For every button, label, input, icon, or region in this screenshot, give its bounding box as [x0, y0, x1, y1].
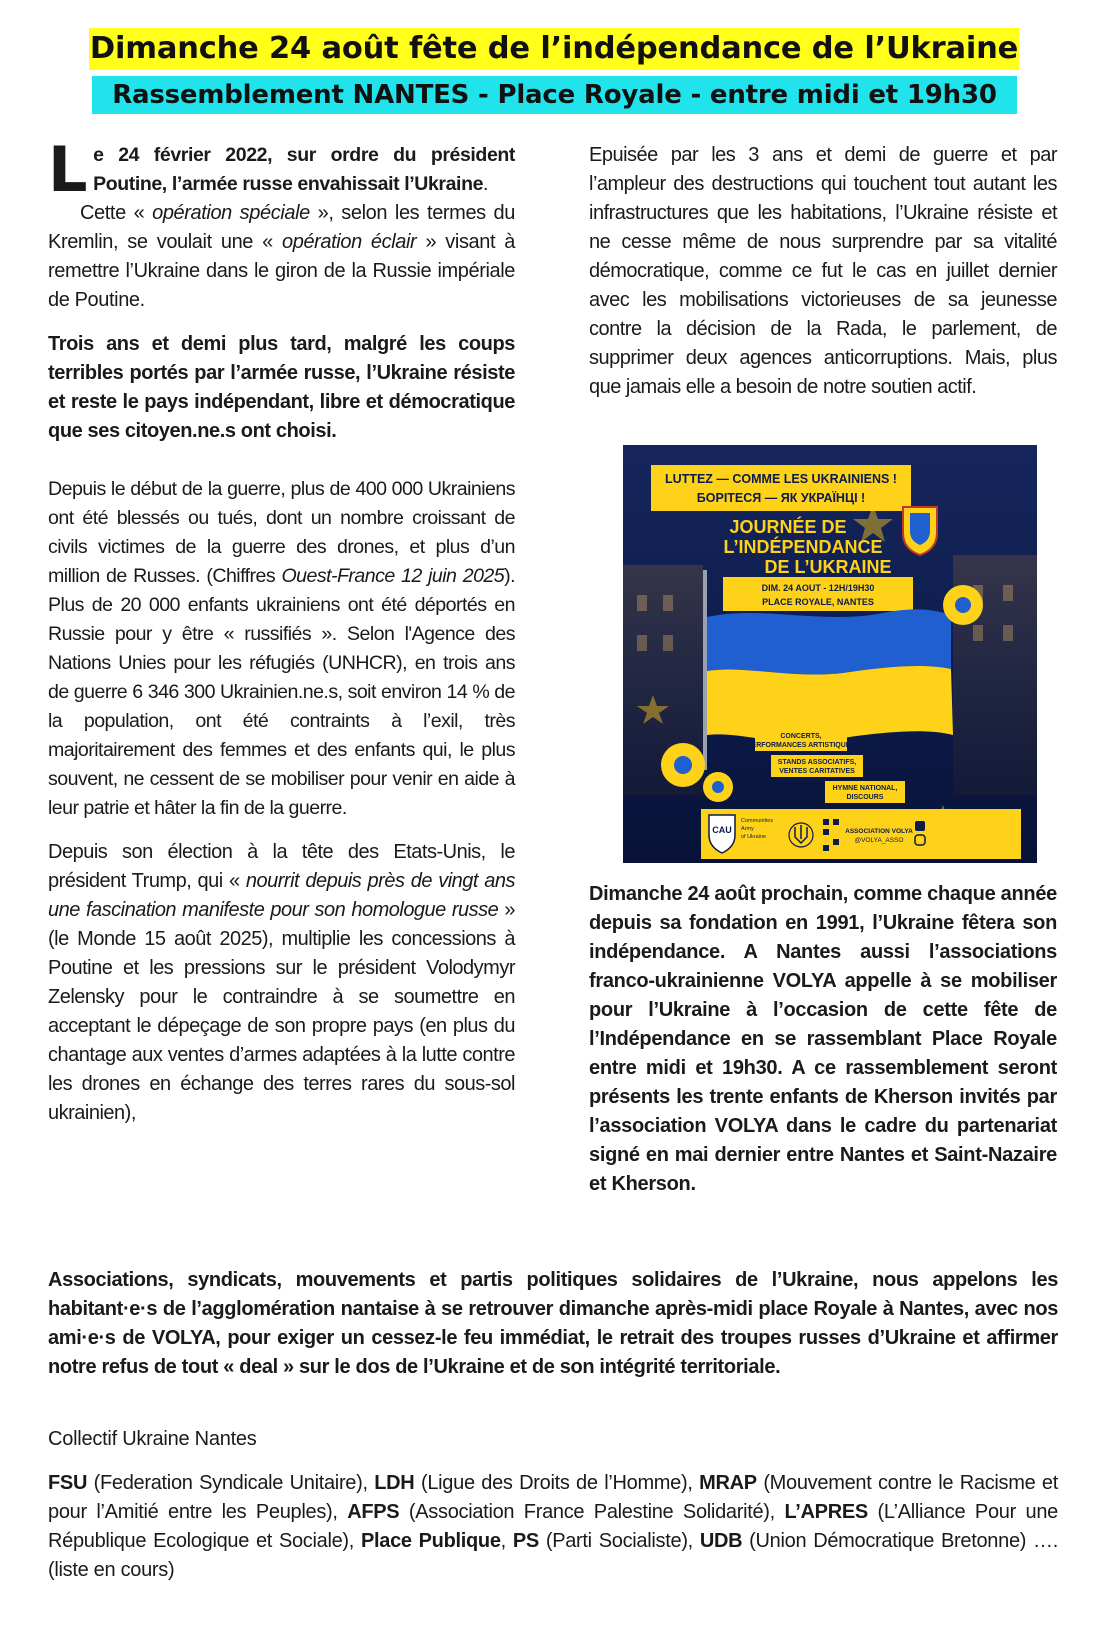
headline-banner [89, 28, 1019, 70]
page-subtitle: Rassemblement NANTES - Place Royale - entre midi et 19h30 [112, 80, 997, 110]
ukraine-flag [707, 609, 953, 742]
italic-run: Ouest-France 12 juin 2025 [281, 565, 505, 587]
cau-logo-text: CAU [712, 825, 732, 835]
left-column [48, 133, 516, 1128]
member-fullname: (Parti Socialiste), [538, 1530, 700, 1552]
tag-stands-line2: VENTES CARITATIVES [779, 768, 855, 775]
poster-title-line3: DE L’UKRAINE [764, 557, 892, 577]
operation-paragraph [48, 199, 515, 315]
member-abbr: LDH [374, 1472, 415, 1494]
assoc-handle: @VOLYA_ASSO [854, 837, 904, 844]
intro-dot: . [483, 173, 489, 195]
slogan-ukrainian: БОРІТЕСЯ — ЯК УКРАЇНЦІ ! [696, 491, 866, 505]
event-place: PLACE ROYALE, NANTES [762, 597, 874, 607]
text-run: Depuis le début de la guerre, plus de 400 000 Ukrainiens ont été blessés ou tués, dont un nombre croissant de civils victimes de la guerre des drones, et plus d’un million de Russes. (Chiffres [48, 478, 515, 587]
coat-of-arms-icon [903, 507, 937, 555]
poster-title-line1: JOURNÉE DE [729, 517, 847, 537]
text-run: Depuis son élection à la tête des Etats-Unis, le président Trump, qui « [48, 841, 515, 892]
bottom-section [48, 1266, 1058, 1585]
slogan-french: LUTTEZ — COMME LES UKRAINIENS ! [665, 472, 897, 486]
text-run: ). Plus de 20 000 enfants ukrainiens ont été déportés en Russie pour y être « russifiés ». Selon l'Agence des Nations Unies pour les réfugiés (UNHCR), en trois ans de guerre 6 346 300 Ukrainien.ne.s, soit environ 14 % de la population, ont été contraints à l’exil, très majoritairement des femmes et des enfants qui, le plus souvent, ne cessent de se mobiliser pour venir en aide à leur patrie et hâter la fin de la guerre. [48, 565, 516, 819]
event-date: DIM. 24 AOUT - 12H/19H30 [761, 583, 875, 593]
member-abbr: FSU [48, 1472, 88, 1494]
page-title: Dimanche 24 août fête de l’indépendance de l’Ukraine [89, 31, 1019, 66]
member-fullname: (L’Alliance Pour une République Ecologique et Sociale), [48, 1501, 1058, 1552]
member-abbr: L’APRES [784, 1501, 868, 1523]
intro-bold-text: e 24 février 2022, sur ordre du président Poutine, l’armée russe envahissait l’Ukraine [93, 144, 515, 195]
text-run: » (le Monde 15 août 2025), multiplie les concessions à Poutine et les pressions sur le président Volodymyr Zelensky pour le contraindre à se soumettre en acceptant le dépeçage de son propre pays (en plus du chantage aux ventes d’armes adaptées à la lutte contre les drones en échange des terres rares du sous-sol ukrainien), [48, 899, 515, 1124]
facebook-icon [915, 821, 925, 831]
casualties-paragraph [48, 475, 515, 823]
drop-cap: L [48, 133, 88, 206]
tag-anthem-line1: HYMNE NATIONAL, [832, 785, 898, 792]
right-column-top [589, 141, 1057, 402]
event-poster [623, 445, 1037, 863]
member-organizations [48, 1469, 1058, 1585]
subheadline-banner [92, 76, 1017, 114]
text-run: Cette « [80, 202, 153, 224]
right-column-bottom [589, 880, 1057, 1199]
trump-paragraph [48, 838, 515, 1128]
member-abbr: Place Publique [360, 1530, 501, 1552]
logo-caption: Army [741, 826, 754, 832]
sunflower-icon [943, 585, 983, 625]
member-fullname: (Federation Syndicale Unitaire), [87, 1472, 375, 1494]
member-abbr: UDB [699, 1530, 743, 1552]
tag-concerts-line1: CONCERTS, [780, 733, 822, 740]
italic-run: opération spéciale [152, 202, 310, 224]
member-fullname: (Ligue des Droits de l’Homme), [414, 1472, 700, 1494]
text-run: », selon les termes du Kremlin, se voulait une « [48, 202, 515, 253]
italic-run: opération éclair [282, 231, 417, 253]
member-abbr: AFPS [347, 1501, 400, 1523]
member-fullname: (Association France Palestine Solidarité), [399, 1501, 785, 1523]
democracy-paragraph: Epuisée par les 3 ans et demi de guerre et par l’ampleur des destructions qui touchent tout autant les infrastructures que les habitations, l’Ukraine résiste et ne cesse même de nous surprendre par sa vitalité démocratique, comme ce fut le cas en juillet dernier avec les mobilisations victorieuses de sa jeunesse contre la décision de la Rada, le parlement, de supprimer deux agences anticorruptions. Mais, plus que jamais elle a besoin de notre soutien actif. [589, 144, 1057, 398]
appeal-paragraph: Associations, syndicats, mouvements et partis politiques solidaires de l’Ukraine, nous appelons les habitant·e·s de l’agglomération nantaise à se retrouver dimanche après-midi place Royale à Nantes, avec nos ami·e·s de VOLYA, pour exiger un cessez-le feu immédiat, le retrait des troupes russes d’Ukraine et affirmer notre refus de tout « deal » sur le dos de l’Ukraine et de son intégrité territoriale. [48, 1269, 1058, 1378]
tag-concerts-line2: PERFORMANCES ARTISTIQUES [746, 742, 856, 749]
tag-stands-line1: STANDS ASSOCIATIFS, [777, 759, 857, 766]
intro-paragraph [48, 133, 515, 206]
logo-caption: of Ukraine [741, 834, 767, 840]
member-fullname: , [500, 1530, 513, 1552]
cau-logo-icon [709, 815, 735, 853]
tag-anthem-line2: DISCOURS [846, 794, 884, 801]
collectif-signature: Collectif Ukraine Nantes [48, 1428, 257, 1450]
logo-caption: Communities [741, 818, 774, 824]
member-abbr: MRAP [699, 1472, 757, 1494]
member-fullname: (Mouvement contre le Racisme et pour l’Amitié entre les Peuples), [48, 1472, 1059, 1523]
text-run: » visant à remettre l’Ukraine dans le giron de la Russie impériale de Poutine. [48, 231, 515, 311]
member-fullname: (Union Démocratique Bretonne) …. (liste en cours) [48, 1530, 1058, 1581]
resistance-paragraph: Trois ans et demi plus tard, malgré les coups terribles portés par l’armée russe, l’Ukraine résiste et reste le pays indépendant, libre et démocratique que ses citoyen.ne.s ont choisi. [48, 333, 515, 442]
member-abbr: PS [512, 1530, 539, 1552]
poster-title-line2: L’INDÉPENDANCE [723, 537, 883, 557]
flag-pole [703, 570, 707, 770]
volya-paragraph: Dimanche 24 août prochain, comme chaque année depuis sa fondation en 1991, l’Ukraine fêtera son indépendance. A Nantes aussi l’associations franco-ukrainienne VOLYA appelle à se mobiliser pour l’Ukraine à l’occasion de cette fête de l’Indépendance en se rassemblant Place Royale entre midi et 19h30. A ce rassemblement seront présents les trente enfants de Kherson invités par l’association VOLYA dans le cadre du partenariat signé en mai dernier entre Nantes et Saint-Nazaire et Kherson. [589, 883, 1057, 1195]
italic-run: nourrit depuis près de vingt ans une fascination manifeste pour son homologue russe [48, 870, 515, 921]
assoc-name: ASSOCIATION VOLYA [845, 828, 913, 835]
